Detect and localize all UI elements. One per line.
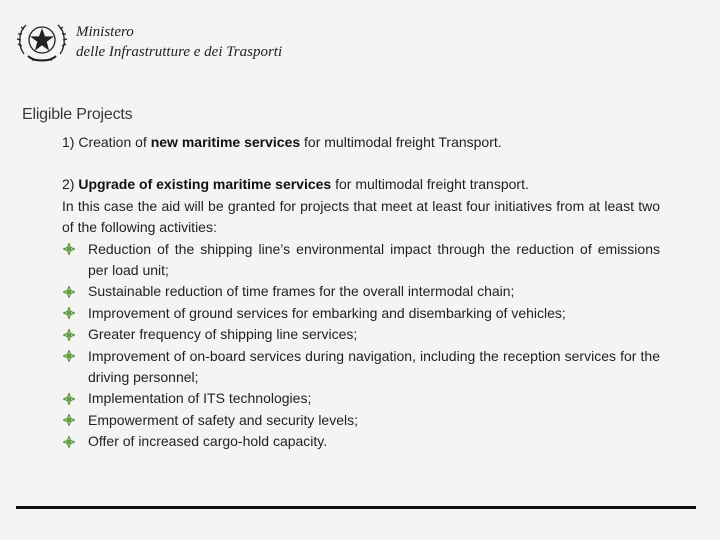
ministry-name-line2: delle Infrastrutture e dei Trasporti xyxy=(76,44,283,60)
item-1-emphasis: new maritime services xyxy=(150,134,301,150)
italian-republic-emblem-icon xyxy=(14,16,70,68)
list-item xyxy=(62,281,660,302)
list-item xyxy=(62,388,660,409)
ministry-name-line1: Ministero xyxy=(76,24,134,40)
list-item xyxy=(62,431,660,452)
list-item-text: Offer of increased cargo-hold capacity. xyxy=(88,433,328,450)
diamond-bullet-icon xyxy=(63,410,76,431)
list-item-text: Improvement of ground services for embarking and disembarking of vehicles; xyxy=(88,304,566,321)
list-item xyxy=(62,410,660,431)
list-item xyxy=(62,346,660,389)
diamond-bullet-icon xyxy=(63,324,76,345)
activities-list xyxy=(62,239,660,453)
list-item-text: Empowerment of safety and security levels; xyxy=(88,411,359,428)
diamond-bullet-icon xyxy=(63,346,76,367)
diamond-bullet-icon xyxy=(63,303,76,324)
item-2-intro: In this case the aid will be granted for projects that meet at least four initiatives from at least two of the following activities: xyxy=(62,197,660,236)
footer-divider xyxy=(16,506,696,509)
diamond-bullet-icon xyxy=(63,431,76,452)
item-2-prefix: 2) xyxy=(62,176,79,193)
content-body xyxy=(62,132,660,453)
list-item-text: Improvement of on-board services during navigation, including the reception services for the driving personnel; xyxy=(88,347,660,386)
diamond-bullet-icon xyxy=(63,239,76,260)
list-item xyxy=(62,324,660,345)
list-item-text: Implementation of ITS technologies; xyxy=(88,390,312,407)
list-item-text: Reduction of the shipping line’s environmental impact through the reduction of emissions per load unit; xyxy=(88,240,660,279)
list-item xyxy=(62,239,660,282)
list-item-text: Sustainable reduction of time frames for the overall intermodal chain; xyxy=(88,283,515,300)
ministry-name xyxy=(76,22,282,62)
item-1-suffix: for multimodal freight Transport. xyxy=(300,134,502,150)
section-title: Eligible Projects xyxy=(22,106,133,123)
item-2-suffix: for multimodal freight transport. xyxy=(331,176,529,193)
item-1 xyxy=(62,132,660,153)
diamond-bullet-icon xyxy=(63,281,76,302)
list-item-text: Greater frequency of shipping line services; xyxy=(88,326,358,343)
diamond-bullet-icon xyxy=(63,388,76,409)
item-1-prefix: 1) Creation of xyxy=(62,134,151,150)
item-2-emphasis: Upgrade of existing maritime services xyxy=(78,176,332,193)
item-2 xyxy=(62,174,660,195)
list-item xyxy=(62,303,660,324)
